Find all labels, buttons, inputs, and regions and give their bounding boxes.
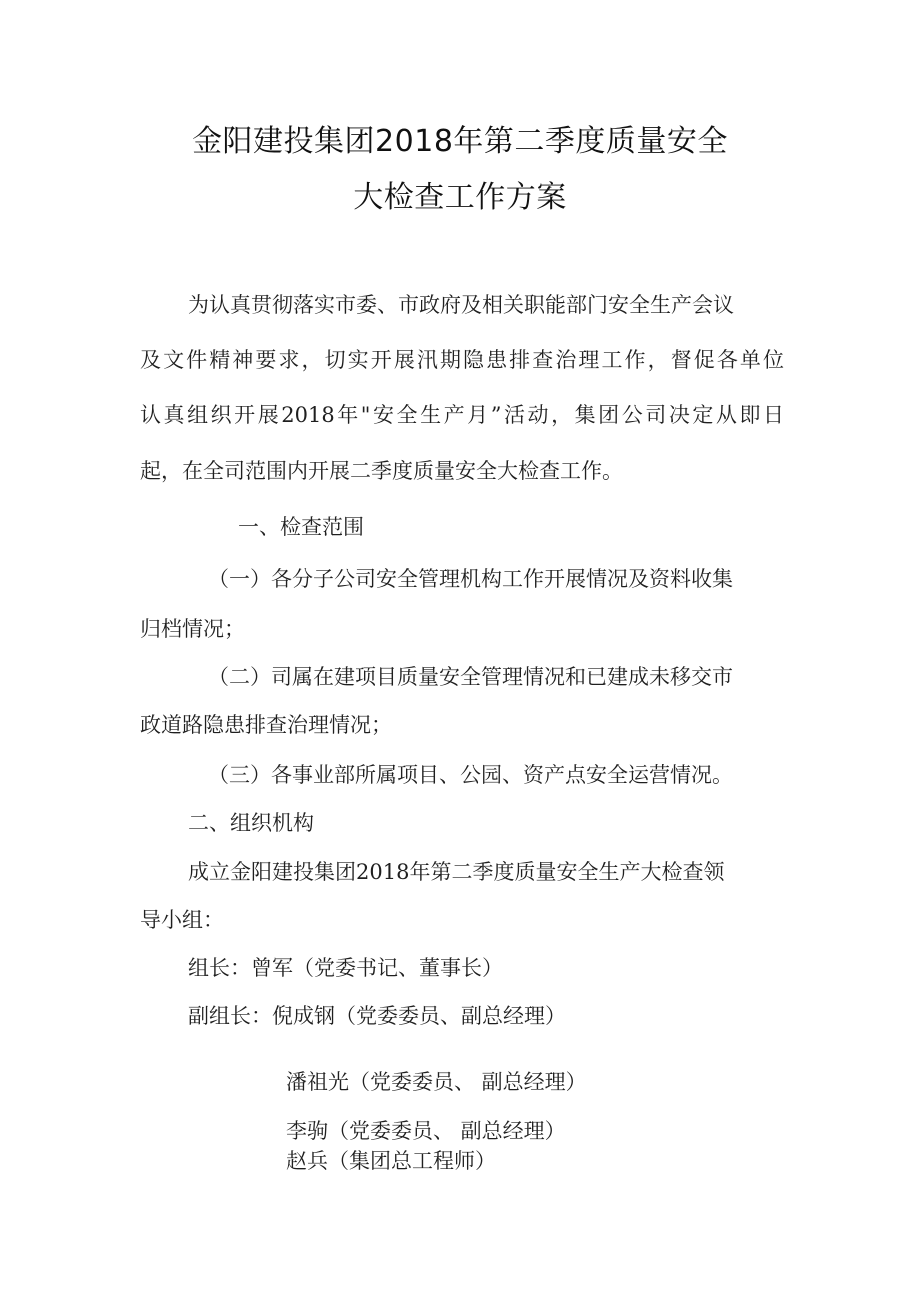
scope-item-1-line-1: （一）各分子公司安全管理机构工作开展情况及资料收集 bbox=[208, 567, 733, 591]
section-1-heading: 一、检查范围 bbox=[238, 515, 364, 539]
organization-para-line-1: 成立金阳建投集团2018年第二季度质量安全生产大检查领 bbox=[188, 860, 725, 884]
scope-item-3: （三）各事业部所属项目、公园、资产点安全运营情况。 bbox=[208, 763, 733, 787]
intro-line-4: 起，在全司范围内开展二季度质量安全大检查工作。 bbox=[140, 459, 623, 483]
deputy-member: 赵兵（集团总工程师） bbox=[286, 1149, 496, 1173]
organization-para-line-2: 导小组： bbox=[140, 908, 224, 932]
group-leader: 组长：曾军（党委书记、董事长） bbox=[188, 956, 503, 980]
intro-line-2: 及文件精神要求，切实开展汛期隐患排查治理工作，督促各单位 bbox=[140, 348, 784, 372]
section-2-heading: 二、组织机构 bbox=[188, 811, 314, 835]
scope-item-1-line-2: 归档情况； bbox=[140, 617, 245, 641]
scope-item-2-line-1: （二）司属在建项目质量安全管理情况和已建成未移交市 bbox=[208, 665, 733, 689]
deputy-member: 李驹（党委委员、 副总经理） bbox=[286, 1119, 566, 1143]
intro-line-1: 为认真贯彻落实市委、市政府及相关职能部门安全生产会议 bbox=[188, 293, 734, 317]
intro-line-3: 认真组织开展2018年"安全生产月”活动，集团公司决定从即日 bbox=[140, 403, 784, 427]
deputy-member: 潘祖光（党委委员、 副总经理） bbox=[286, 1070, 587, 1094]
scope-item-2-line-2: 政道路隐患排查治理情况； bbox=[140, 713, 392, 737]
document-title-line-1: 金阳建投集团2018年第二季度质量安全 bbox=[192, 124, 728, 159]
deputy-leader-line: 副组长：倪成钢（党委委员、副总经理） bbox=[188, 1004, 566, 1028]
document-title-line-2: 大检查工作方案 bbox=[353, 180, 567, 215]
